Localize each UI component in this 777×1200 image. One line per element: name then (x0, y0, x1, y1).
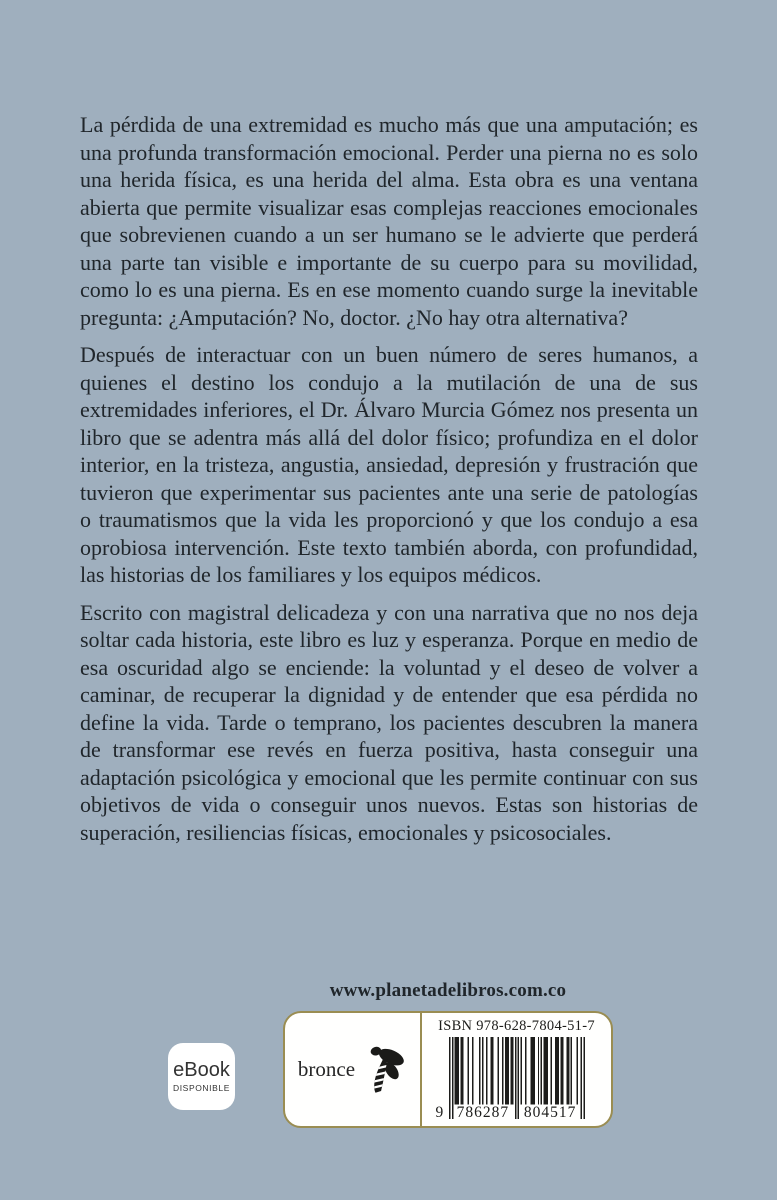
imprint-isbn-box (283, 1011, 613, 1128)
barcode-digits: 786287 (456, 1104, 510, 1121)
imprint-cell (285, 1013, 422, 1126)
imprint-name: bronce (297, 1057, 356, 1081)
publisher-website: www.planetadelibros.com.co (329, 980, 567, 1001)
synopsis-paragraph: Escrito con magistral delicadeza y con una narrativa que no nos deja soltar cada historia, este libro es luz y esperanza. Porque en medio de esa oscuridad algo se enciende: la voluntad y el deseo de volver a caminar, de recuperar la dignidad y de entender que esa pérdida no define la vida. Tarde o temprano, los pacientes descubren la manera de transformar ese revés en fuerza positiva, hasta conseguir una adaptación psicológica y emocional que les permite continuar con sus objetivos de vida o conseguir unos nuevos. Estas son historias de superación, resiliencias físicas, emocionales y psicosociales. (80, 599, 698, 845)
ebook-badge-subtitle: DISPONIBLE (172, 1083, 231, 1093)
bee-icon (362, 1046, 407, 1094)
ebook-badge-title: eBook (173, 1059, 230, 1081)
isbn-barcode (435, 1037, 585, 1121)
synopsis (80, 111, 698, 856)
synopsis-paragraph: Después de interactuar con un buen número de seres humanos, a quienes el destino los condujo a la mutilación de una de sus extremidades inferiores, el Dr. Álvaro Murcia Gómez nos presenta un libro que se adentra más allá del dolor físico; profundiza en el dolor interior, en la tristeza, angustia, ansiedad, depresión y frustración que tuvieron que experimentar sus pacientes ante una serie de patologías o traumatismos que la vida les proporcionó y que los condujo a esa oprobiosa intervención. Este texto también aborda, con profundidad, las historias de los familiares y los equipos médicos. (80, 342, 698, 587)
synopsis-paragraph: La pérdida de una extremidad es mucho más que una amputación; es una profunda transformación emocional. Perder una pierna no es solo una herida física, es una herida del alma. Esta obra es una ventana abierta que permite visualizar esas complejas reacciones emocionales que sobrevienen cuando a un ser humano se le advierte que perderá una parte tan visible e importante de su cuerpo para su movilidad, como lo es una pierna. Es en ese momento cuando surge la inevitable pregunta: ¿Amputación? No, doctor. ¿No hay otra alternativa? (80, 112, 698, 330)
ebook-badge (168, 1043, 235, 1110)
isbn-cell (422, 1013, 611, 1126)
isbn-label: ISBN 978-628-7804-51-7 (438, 1018, 595, 1034)
barcode-digits: 804517 (523, 1104, 577, 1121)
barcode-digits: 9 (435, 1104, 444, 1121)
